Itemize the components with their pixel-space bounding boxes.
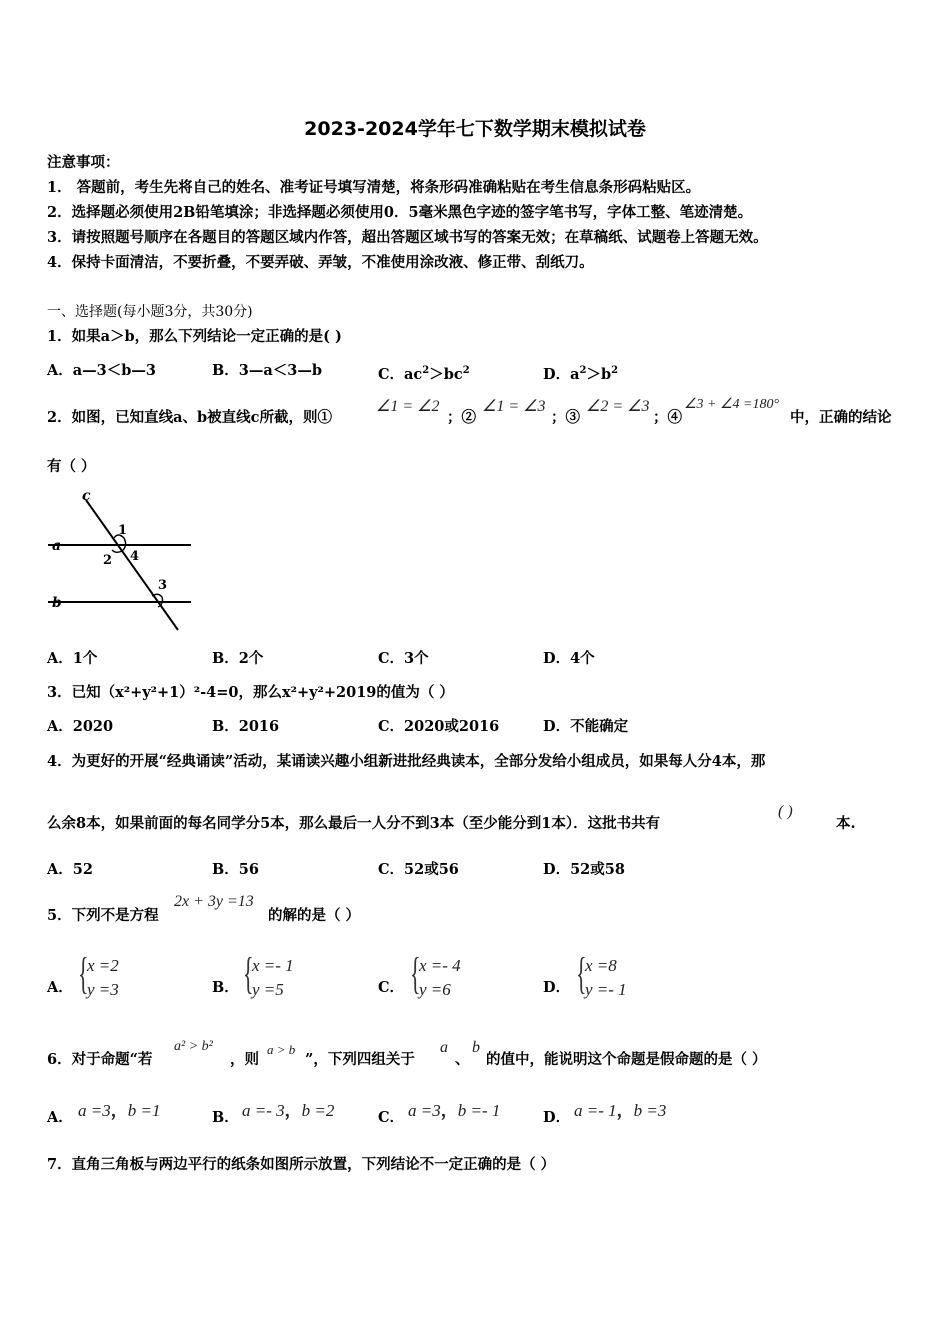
- q1-option-a: A．a—3＜b—3: [47, 362, 156, 379]
- q5-option-c-brace: {: [410, 949, 421, 998]
- q6-option-c-label: C．: [378, 1109, 405, 1126]
- q6-stem-mid: ”，下列四组关于: [305, 1051, 415, 1068]
- q2-option-d: D．4个: [543, 650, 595, 667]
- q5-option-c-system: x =- 4 y =6: [419, 956, 461, 999]
- q2-sep: ；③: [551, 409, 580, 426]
- q5-option-c-label: C．: [378, 979, 405, 996]
- note-item: 4．保持卡面清洁，不要折叠，不要弄破、弄皱，不准使用涂改液、修正带、刮纸刀。: [47, 254, 594, 271]
- question-3-stem: 3．已知（x²+y²+1）²-4=0，那么x²+y²+2019的值为（ ）: [47, 684, 454, 701]
- label-c: c: [82, 488, 91, 504]
- q5-option-b-label: B．: [212, 979, 239, 996]
- q1-option-b: B．3—a＜3—b: [212, 362, 322, 379]
- angle-label-4: 4: [130, 549, 140, 564]
- question-2-stem: 2．如图，已知直线a、b被直线c所截，则①: [47, 409, 332, 426]
- q3-option-b: B．2016: [212, 718, 280, 735]
- angle-label-3: 3: [158, 578, 168, 593]
- angle-label-2: 2: [103, 553, 113, 568]
- q4-answer-blank: ( ): [778, 803, 793, 820]
- question-1-stem: 1．如果a＞b，那么下列结论一定正确的是( ): [47, 328, 342, 345]
- question-5-stem: 5．下列不是方程: [47, 907, 159, 924]
- note-item: 3．请按照题号顺序在各题目的答题区域内作答，超出答题区域书写的答案无效；在草稿纸、试题卷上答题无效。: [47, 229, 768, 246]
- line-c: [86, 500, 178, 630]
- label-b: b: [52, 595, 62, 611]
- q6-stem-mid: ，则: [230, 1051, 259, 1068]
- q6-option-d-label: D．: [543, 1109, 571, 1126]
- note-item: 2．选择题必须使用2B铅笔填涂；非选择题必须使用0．5毫米黑色字迹的签字笔书写，字体工整、笔迹清楚。: [47, 204, 753, 221]
- q5-option-d-system: x =8 y =- 1: [585, 956, 627, 999]
- q3-option-d: D．不能确定: [543, 718, 629, 735]
- q5-option-d-brace: {: [576, 949, 587, 998]
- question-6-stem: 6．对于命题“若: [47, 1051, 153, 1068]
- q6-option-c-values: a =3，b =- 1: [408, 1101, 501, 1120]
- notes-heading: 注意事项：: [47, 154, 120, 171]
- q5-stem-tail: 的解的是（ ）: [268, 907, 361, 924]
- q2-sep: ；②: [447, 409, 476, 426]
- q4-stem-end: 本.: [836, 815, 856, 832]
- q2-expr-3: ∠2 = ∠3: [586, 398, 650, 415]
- q6-var-b: b: [472, 1039, 480, 1056]
- q5-option-b-brace: {: [243, 949, 254, 998]
- q5-option-a-label: A．: [47, 979, 73, 996]
- q4-stem-line2: 么余8本，如果前面的每名同学分5本，那么最后一人分不到3本（至少能分到1本）．这批书共有: [47, 815, 661, 832]
- q6-var-a: a: [440, 1039, 448, 1056]
- q3-option-a: A．2020: [47, 718, 114, 735]
- question-4-stem: 4．为更好的开展“经典诵读”活动，某诵读兴趣小组新进批经典读本，全部分发给小组成员，如果每人分4本，那: [47, 753, 766, 770]
- q4-option-c: C．52或56: [378, 861, 459, 878]
- q4-option-d: D．52或58: [543, 861, 625, 878]
- label-a: a: [52, 538, 62, 554]
- note-item: 1． 答题前，考生先将自己的姓名、准考证号填写清楚，将条形码准确粘贴在考生信息条形码粘贴区。: [47, 179, 701, 196]
- q6-option-b-label: B．: [212, 1109, 239, 1126]
- page-title: 2023-2024学年七下数学期末模拟试卷: [304, 118, 646, 140]
- q6-option-a-values: a =3，b =1: [78, 1101, 161, 1120]
- q1-option-d: D．$a^2>b^2$: [543, 365, 619, 383]
- q6-option-a-label: A．: [47, 1109, 73, 1126]
- q2-figure: [48, 488, 198, 638]
- q2-stem-line2: 有（ ）: [47, 458, 96, 475]
- q2-expr-1: ∠1 = ∠2: [376, 398, 440, 415]
- q5-option-a-system: x =2 y =3: [87, 956, 119, 999]
- section-heading: 一、选择题(每小题3分，共30分): [47, 304, 253, 320]
- q5-option-a-brace: {: [78, 949, 89, 998]
- q2-sep: ；④: [653, 409, 682, 426]
- q6-stem-tail: 的值中，能说明这个命题是假命题的是（ ）: [486, 1051, 767, 1068]
- q2-expr-2: ∠1 = ∠3: [482, 398, 546, 415]
- q4-option-a: A．52: [47, 861, 93, 878]
- q2-expr-4: ∠3 + ∠4 =180°: [684, 397, 780, 412]
- angle-label-1: 1: [118, 523, 128, 538]
- q3-option-c: C．2020或2016: [378, 718, 500, 735]
- q2-option-a: A．1个: [47, 650, 98, 667]
- q2-option-b: B．2个: [212, 650, 264, 667]
- q6-condition: a² > b²: [174, 1039, 213, 1054]
- q4-option-b: B．56: [212, 861, 259, 878]
- question-7-stem: 7．直角三角板与两边平行的纸条如图所示放置，下列结论不一定正确的是（ ）: [47, 1156, 556, 1173]
- q5-option-d-label: D．: [543, 979, 571, 996]
- q1-option-c: C．$ac^2>bc^2$: [378, 365, 470, 383]
- q6-option-b-values: a =- 3，b =2: [242, 1101, 335, 1120]
- q6-sep: 、: [455, 1051, 470, 1068]
- q6-option-d-values: a =- 1，b =3: [574, 1101, 667, 1120]
- q2-option-c: C．3个: [378, 650, 429, 667]
- q5-equation: 2x + 3y =13: [174, 893, 254, 910]
- q5-option-b-system: x =- 1 y =5: [252, 956, 294, 999]
- q2-stem-tail: 中，正确的结论: [790, 409, 892, 426]
- q6-conclusion: a > b: [267, 1042, 296, 1057]
